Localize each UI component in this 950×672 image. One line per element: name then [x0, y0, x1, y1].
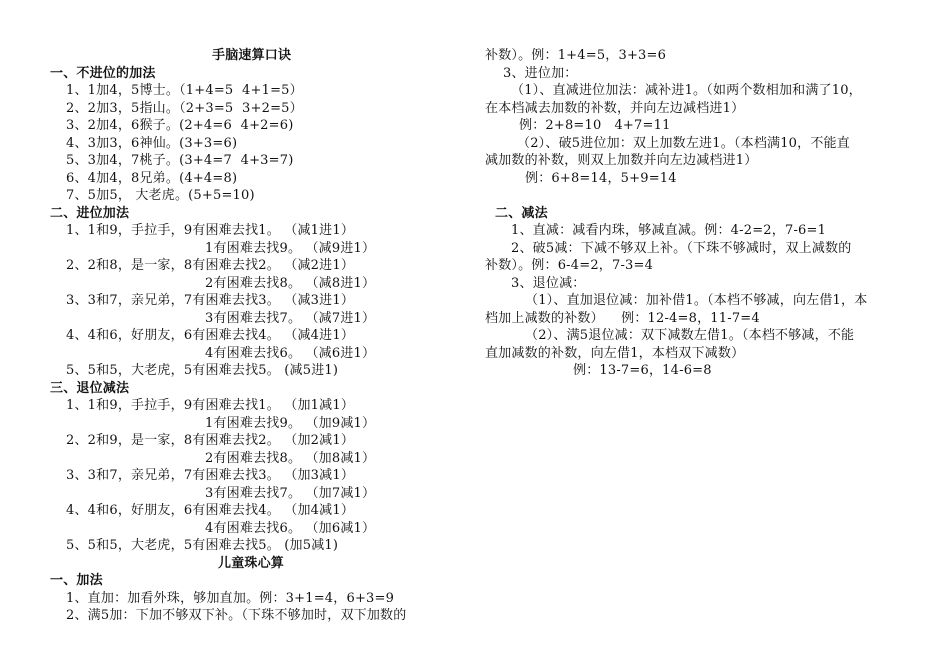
- rule-line: 例：2+8=10 4+7=11: [519, 118, 671, 133]
- section-heading-addition: 一、加法: [50, 573, 103, 588]
- rule-line: 5、5和5，大老虎，5有困难去找5。 (减5进1): [66, 363, 339, 378]
- rule-line: 2、破5减：下减不够双上补。（下珠不够减时，双上减数的: [511, 241, 852, 256]
- rule-line: 3、3和7，亲兄弟，7有困难去找3。 （加3减1）: [66, 468, 355, 483]
- subtitle: 儿童珠心算: [218, 556, 285, 571]
- rule-line: 直加减数的补数，向左借1，本档双下减数）: [485, 346, 745, 361]
- rule-line: 4有困难去找6。 （减6进1）: [205, 346, 376, 361]
- rule-line: 4、4和6，好朋友，6有困难去找4。 （减4进1）: [66, 328, 355, 343]
- rule-line: 3有困难去找7。 （加7减1）: [205, 486, 376, 501]
- section-heading-subtraction: 二、减法: [495, 206, 548, 221]
- rule-line: 7、5加5， 大老虎。(5+5=10): [66, 188, 255, 203]
- rule-line: （1）、直减进位加法：减补进1。（如两个数相加和满了10，: [511, 83, 862, 98]
- rule-line: 补数）。例：1+4=5，3+3=6: [485, 48, 667, 63]
- rule-line: 在本档减去加数的补数，并向左边减档进1）: [485, 101, 745, 116]
- rule-line: 6、4加4，8兄弟。(4+4=8): [66, 171, 238, 186]
- rule-line: 1、直减：减看内珠，够减直减。例：4-2=2，7-6=1: [511, 223, 827, 238]
- page-title: 手脑速算口诀: [212, 48, 292, 63]
- rule-line: 1、1加4，5博士。（1+4=5 4+1=5）: [66, 83, 303, 98]
- rule-line: 3、3和7，亲兄弟，7有困难去找3。 （减3进1）: [66, 293, 355, 308]
- rule-line: 4、4和6，好朋友，6有困难去找4。 （加4减1）: [66, 503, 355, 518]
- rule-line: 补数）。例：6-4=2，7-3=4: [485, 258, 654, 273]
- rule-line: （2）、破5进位加：双上加数左进1。（本档满10，不能直: [517, 136, 850, 151]
- rule-line: （2）、满5退位减：双下减数左借1。（本档不够减，不能: [525, 328, 855, 343]
- rule-line: 1有困难去找9。 （减9进1）: [205, 241, 376, 256]
- rule-line: 3有困难去找7。 （减7进1）: [205, 311, 376, 326]
- rule-line: 例：13-7=6，14-6=8: [573, 363, 712, 378]
- section-heading-borrow-subtraction: 三、退位减法: [50, 381, 130, 396]
- rule-line: 2有困难去找8。 （减8进1）: [205, 276, 376, 291]
- rule-line: 5、5和5，大老虎，5有困难去找5。 (加5减1): [66, 538, 339, 553]
- rule-line: 2、满5加：下加不够双下补。（下珠不够加时，双下加数的: [66, 608, 407, 623]
- rule-line: 2、2和9，是一家，8有困难去找2。 （加2减1）: [66, 433, 355, 448]
- rule-line: 2、2加3，5指山。（2+3=5 3+2=5）: [66, 101, 303, 116]
- rule-line: 3、2加4，6猴子。(2+4=6 4+2=6): [66, 118, 294, 133]
- rule-line: 减加数的补数，则双上加数并向左边减档进1）: [485, 153, 758, 168]
- rule-line: 2、2和8，是一家，8有困难去找2。 （减2进1）: [66, 258, 355, 273]
- rule-line: （1）、直加退位减：加补借1。（本档不够减，向左借1，本: [525, 293, 868, 308]
- rule-line: 1、直加：加看外珠，够加直加。例：3+1=4，6+3=9: [66, 591, 395, 606]
- section-heading-no-carry-addition: 一、不进位的加法: [50, 66, 156, 81]
- rule-line: 3、进位加：: [503, 66, 578, 81]
- rule-line: 例：6+8=14，5+9=14: [525, 171, 677, 186]
- rule-line: 4有困难去找6。 （加6减1）: [205, 521, 376, 536]
- section-heading-carry-addition: 二、进位加法: [50, 206, 130, 221]
- rule-line: 1、1和9，手拉手，9有困难去找1。 （加1减1）: [66, 398, 355, 413]
- rule-line: 1有困难去找9。 （加9减1）: [205, 416, 376, 431]
- rule-line: 3、退位减：: [511, 276, 586, 291]
- rule-line: 5、3加4，7桃子。(3+4=7 4+3=7): [66, 153, 294, 168]
- rule-line: 4、3加3，6神仙。(3+3=6): [66, 136, 238, 151]
- rule-line: 2有困难去找8。 （加8减1）: [205, 451, 376, 466]
- rule-line: 档加上减数的补数） 例：12-4=8，11-7=4: [485, 311, 760, 326]
- rule-line: 1、1和9，手拉手，9有困难去找1。 （减1进1）: [66, 223, 355, 238]
